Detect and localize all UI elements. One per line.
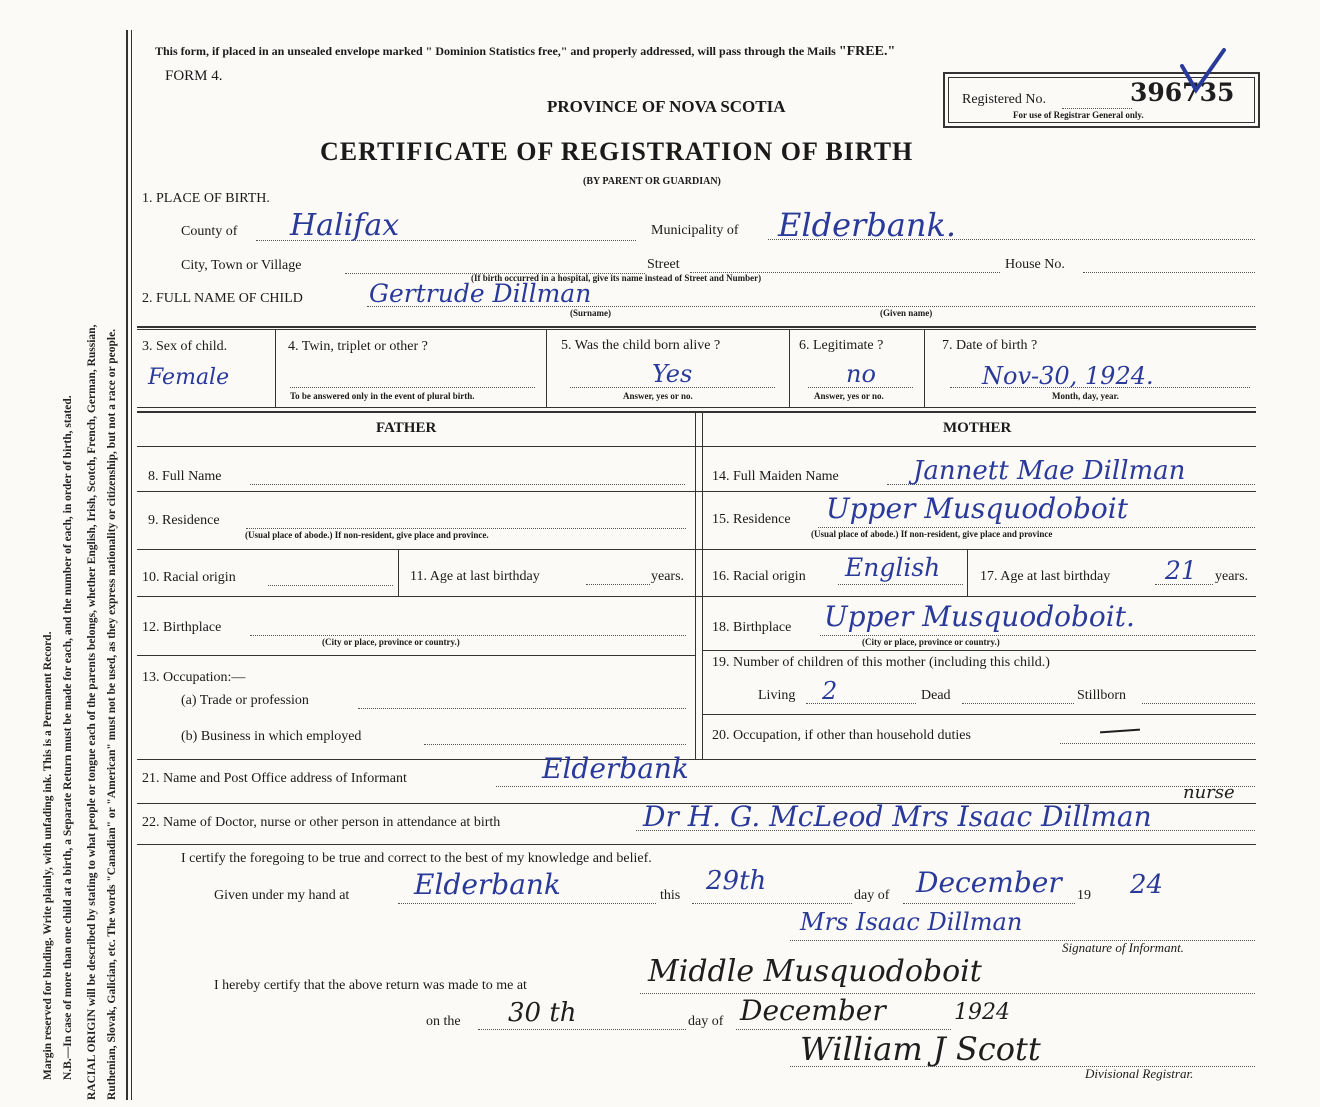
nurse-note: nurse [1183, 782, 1235, 803]
father-heading: FATHER [376, 420, 437, 436]
doctor-value: Dr H. G. McLeod Mrs Isaac Dillman [643, 800, 1152, 833]
place-of-birth-label: 1. PLACE OF BIRTH. [142, 191, 270, 206]
mother-heading: MOTHER [943, 420, 1012, 436]
certify-statement: I certify the foregoing to be true and correct to the best of my knowledge and belief. [181, 851, 652, 866]
registrar-note: For use of Registrar General only. [1013, 110, 1144, 120]
father-name-label: 8. Full Name [148, 469, 222, 484]
registrar-year-value: 1924 [954, 1000, 1010, 1025]
date-value: Nov-30, 1924. [982, 362, 1154, 390]
legitimate-value: no [846, 360, 876, 388]
date-note: Month, day, year. [1052, 391, 1119, 401]
given-label: Given under my hand at [214, 888, 350, 903]
mother-age-years: years. [1215, 569, 1249, 584]
margin-line-inner [131, 30, 132, 1100]
municipality-value: Elderbank. [778, 206, 957, 244]
city-label: City, Town or Village [181, 258, 302, 273]
form-number: FORM 4. [165, 68, 223, 84]
legitimate-note: Answer, yes or no. [814, 391, 884, 401]
margin-note-racial-origin-cont: Ruthenian, Slovak, Galician, etc. The words "Canadian" or "American" must not be used, as they express nationality or citizenship, but not a race or people. [106, 328, 118, 1100]
margin-note-binding: Margin reserved for binding. Write plainly, with unfading ink. This is a Permanent Record. [42, 631, 54, 1080]
house-label: House No. [1005, 257, 1065, 272]
given-place-value: Elderbank [414, 868, 561, 901]
child-name-value: Gertrude Dillman [369, 279, 592, 308]
registered-label: Registered No. [962, 92, 1046, 107]
father-racial-label: 10. Racial origin [142, 570, 236, 585]
mother-birthplace-note: (City or place, province or country.) [862, 637, 1000, 647]
margin-line [126, 30, 128, 1100]
father-age-years: years. [651, 569, 685, 584]
stillborn-label: Stillborn [1077, 688, 1127, 703]
father-age-label: 11. Age at last birthday [410, 569, 540, 584]
alive-value: Yes [652, 360, 693, 388]
registrar-month-value: December [740, 994, 886, 1027]
certificate-subtitle: (BY PARENT OR GUARDIAN) [583, 176, 721, 187]
given-month-value: December [916, 866, 1062, 899]
business-label: (b) Business in which employed [181, 729, 362, 744]
signature-informant-label: Signature of Informant. [1062, 940, 1184, 955]
sex-label: 3. Sex of child. [142, 339, 228, 354]
dead-label: Dead [921, 688, 951, 703]
given-name-note: (Given name) [880, 308, 933, 318]
informant-signature: Mrs Isaac Dillman [800, 908, 1023, 936]
alive-label: 5. Was the child born alive ? [561, 338, 721, 353]
informant-value: Elderbank [542, 752, 689, 785]
mother-birthplace-label: 18. Birthplace [712, 620, 792, 635]
legitimate-label: 6. Legitimate ? [799, 338, 884, 353]
mother-residence-value: Upper Musquodoboit [826, 492, 1128, 525]
mother-name-label: 14. Full Maiden Name [712, 469, 839, 484]
registered-number: 396735 [1130, 78, 1235, 107]
surname-note: (Surname) [570, 308, 611, 318]
father-residence-label: 9. Residence [148, 513, 220, 528]
father-residence-note: (Usual place of abode.) If non-resident, give place and province. [245, 530, 489, 540]
doctor-label: 22. Name of Doctor, nurse or other person in attendance at birth [142, 815, 501, 830]
date-label: 7. Date of birth ? [942, 338, 1038, 353]
living-label: Living [758, 688, 796, 703]
registrar-place-value: Middle Musquodoboit [648, 954, 982, 989]
living-value: 2 [822, 677, 838, 705]
father-birthplace-note: (City or place, province or country.) [322, 637, 460, 647]
twin-label: 4. Twin, triplet or other ? [288, 339, 428, 354]
registrar-statement: I hereby certify that the above return was made to me at [214, 978, 527, 993]
mail-notice: This form, if placed in an unsealed envelope marked " Dominion Statistics free," and properly addressed, will pass through the Mails "FREE." [155, 44, 896, 59]
province-heading: PROVINCE OF NOVA SCOTIA [547, 97, 786, 116]
father-birthplace-label: 12. Birthplace [142, 620, 222, 635]
registrar-day-of-label: day of [688, 1014, 724, 1029]
mother-residence-label: 15. Residence [712, 512, 791, 527]
informant-label: 21. Name and Post Office address of Informant [142, 771, 407, 786]
day-of-label: day of [854, 888, 890, 903]
year-prefix: 19 [1077, 888, 1091, 903]
mother-racial-label: 16. Racial origin [712, 569, 806, 584]
county-value: Halifax [290, 208, 400, 243]
registrar-signature: William J Scott [800, 1030, 1041, 1068]
checkmark-icon [1178, 48, 1228, 103]
mother-occupation-label: 20. Occupation, if other than household duties [712, 728, 971, 743]
county-label: County of [181, 224, 238, 239]
registrar-day-value: 30 th [508, 998, 577, 1028]
this-label: this [660, 888, 681, 903]
alive-note: Answer, yes or no. [623, 391, 693, 401]
twin-note: To be answered only in the event of plural birth. [290, 391, 475, 401]
municipality-label: Municipality of [651, 223, 739, 238]
street-label: Street [647, 257, 680, 272]
margin-note-plural-birth: N.B.—In case of more than one child at a birth, a Separate Return must be made for each, and the number of each, in order of birth, stated. [62, 395, 74, 1080]
mother-birthplace-value: Upper Musquodoboit. [824, 600, 1135, 633]
certificate-title: CERTIFICATE OF REGISTRATION OF BIRTH [320, 137, 914, 166]
occupation-label: 13. Occupation:— [142, 670, 246, 685]
children-label: 19. Number of children of this mother (including this child.) [712, 655, 1050, 670]
mother-age-value: 21 [1165, 556, 1197, 585]
trade-label: (a) Trade or profession [181, 693, 309, 708]
margin-note-racial-origin: RACIAL ORIGIN will be described by stating to what people or tongue each of the parents belongs, whether English, Irish, Scotch, French, German, Russian, [86, 324, 98, 1100]
mother-name-value: Jannett Mae Dillman [913, 456, 1186, 486]
hospital-note: (If birth occurred in a hospital, give its name instead of Street and Number) [471, 273, 762, 283]
sex-value: Female [148, 365, 230, 390]
given-year-value: 24 [1130, 870, 1164, 900]
divisional-registrar-label: Divisional Registrar. [1085, 1066, 1194, 1081]
on-the-label: on the [426, 1014, 461, 1029]
child-name-label: 2. FULL NAME OF CHILD [142, 291, 303, 306]
mother-age-label: 17. Age at last birthday [980, 569, 1111, 584]
mother-racial-value: English [845, 553, 941, 582]
mother-residence-note: (Usual place of abode.) If non-resident, give place and province [811, 529, 1053, 539]
given-day-value: 29th [706, 866, 767, 896]
